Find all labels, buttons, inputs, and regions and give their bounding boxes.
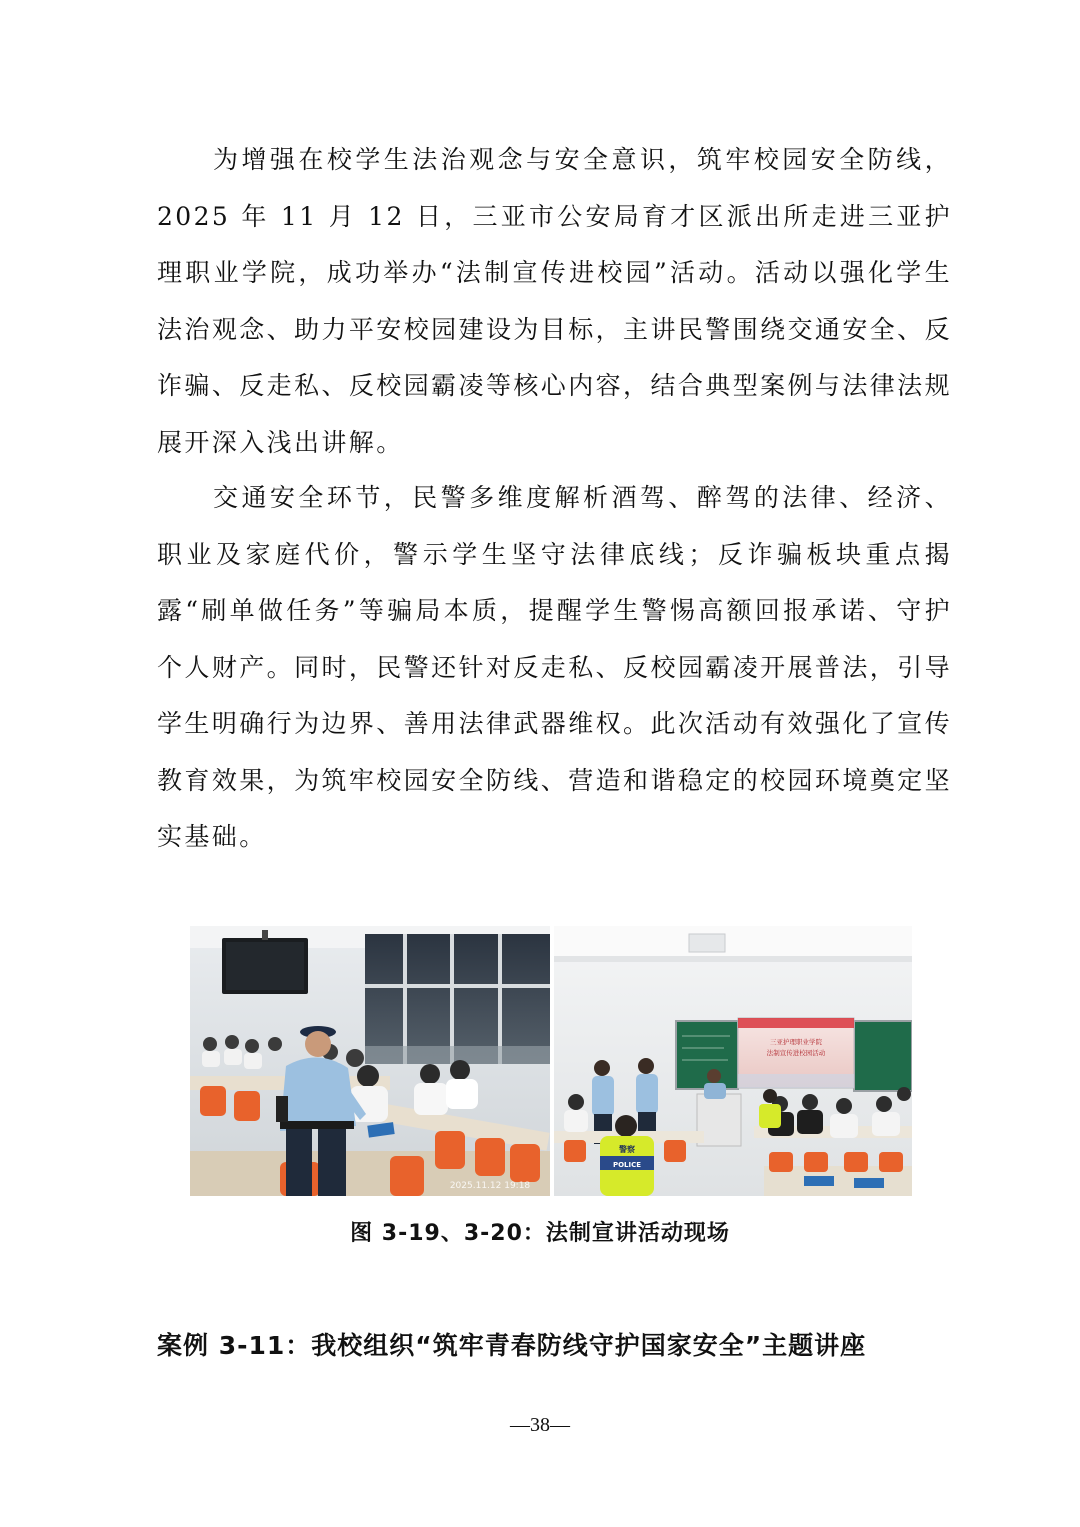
vest-police-text: POLICE [612,1161,642,1169]
page-number: —38— [510,1414,570,1436]
classroom-photo-right [554,926,912,1196]
screen-title: 三亚护理职业学院 [770,1038,822,1046]
body-paragraph: 交通安全环节，民警多维度解析酒驾、醉驾的法律、经济、职业及家庭代价，警示学生坚守法律底线；反诈骗板块重点揭露“刷单做任务”等骗局本质，提醒学生警惕高额回报承诺、守护个人财产。同时，民警还针对反走私、反校园霸凌开展普法，引导学生明确行为边界、善用法律武器维权。此次活动有效强化了宣传教育效果，为筑牢校园安全防线、营造和谐稳定的校园环境奠定坚实基础。 [157,483,952,851]
classroom-photo-left [190,926,550,1196]
screen-subtitle: 法制宣传进校园活动 [766,1049,826,1057]
figure-caption: 图 3-19、3-20：法制宣讲活动现场 [350,1221,730,1246]
photo-figure [190,926,912,1196]
case-heading: 案例 3-11：我校组织“筑牢青春防线守护国家安全”主题讲座 [157,1331,867,1360]
vest-badge-text: 警察 [619,1145,635,1154]
body-paragraph: 为增强在校学生法治观念与安全意识，筑牢校园安全防线，2025 年 11 月 12 日，三亚市公安局育才区派出所走进三亚护理职业学院，成功举办“法制宣传进校园”活动。活动以强化学生法治观念、助力平安校园建设为目标，主讲民警围绕交通安全、反诈骗、反走私、反校园霸凌等核心内容，结合典型案例与法律法规展开深入浅出讲解。 [157,145,952,457]
photo-timestamp: 2025.11.12 19:18 [449,1181,531,1191]
